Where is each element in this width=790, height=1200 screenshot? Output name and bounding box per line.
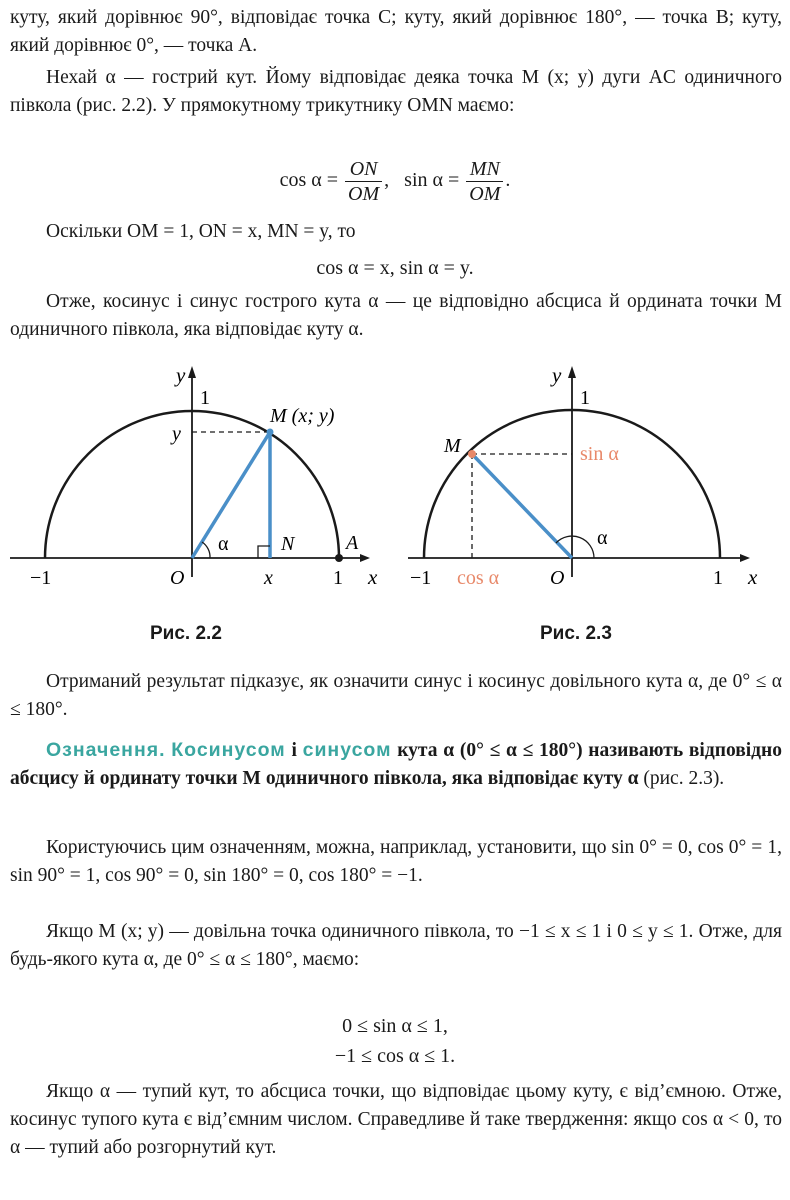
label-one-top: 1 <box>200 387 210 409</box>
paragraph-examples: Користуючись цим означенням, можна, наприклад, установити, що sin 0° = 0, cos 0° = 1, sin 90° = 1, cos 90° = 0, sin 180° = 0, cos 180° = −1. <box>10 837 782 886</box>
y-axis-label: y <box>552 363 562 387</box>
fraction-mn-om: $\frac{MN}{OM}$ <box>466 157 503 206</box>
paragraph-acute-angle: Нехай α — гострий кут. Йому відповідає деяка точка M (x; y) дуги AC одиничного півкола (рис. 2.2). У прямокутному трикутнику OMN маємо: <box>10 67 782 116</box>
x-axis-label: x <box>368 565 378 589</box>
y-axis-arrow-icon <box>568 366 576 378</box>
label-sin-alpha: sin α <box>580 443 619 465</box>
term-sine: синусом <box>302 739 392 761</box>
label-minus-one: −1 <box>410 567 432 589</box>
paragraph-intro: куту, який дорівнює 90°, відповідає точка C; куту, який дорівнює 180°, — точка B; куту, який дорівнює 0°, — точка A. <box>10 7 782 56</box>
label-n: N <box>281 533 295 555</box>
paragraph-obtuse: Якщо α — тупий кут, то абсциса точки, що відповідає цьому куту, є від’ємною. Отже, косинус тупого кута є від’ємним числом. Справедливе й таке твердження: якщо cos α < 0, то α — тупий або розгорнутий кут. <box>10 1081 782 1158</box>
point-a-dot <box>335 554 343 562</box>
label-minus-one: −1 <box>30 567 52 589</box>
caption-fig-2-2: Рис. 2.2 <box>150 623 222 644</box>
formula-cos-sin-ratio: cos α = $\frac{ON}{OM}$ , sin α = $\frac{MN}{OM}$ . <box>279 157 511 205</box>
paragraph-since: Оскільки OM = 1, ON = x, MN = y, то <box>46 221 356 242</box>
x-axis-label: x <box>748 565 758 589</box>
definition-label: Означення. <box>46 739 166 761</box>
cos-label: cos α = <box>279 169 339 191</box>
y-axis-label: y <box>176 363 186 387</box>
point-m-dot <box>468 450 476 458</box>
label-m: M <box>444 435 461 457</box>
caption-fig-2-3: Рис. 2.3 <box>540 623 612 644</box>
paragraph-range: Якщо M (x; y) — довільна точка одиничного півкола, то −1 ≤ x ≤ 1 і 0 ≤ y ≤ 1. Отже, для будь-якого кута α, де 0° ≤ α ≤ 180°, маємо: <box>10 921 782 970</box>
label-a: A <box>346 532 359 554</box>
label-point-m: M (x; y) <box>270 405 335 427</box>
fraction-on-om: $\frac{ON}{OM}$ <box>345 157 382 206</box>
label-y-tick: y <box>172 423 181 445</box>
right-angle-mark <box>258 546 270 558</box>
label-origin: O <box>550 567 565 589</box>
label-one-right: 1 <box>713 567 723 589</box>
formula-cos-x-sin-y: cos α = x, sin α = y. <box>316 257 474 279</box>
point-m-dot <box>267 429 274 436</box>
formula-sin-range: 0 ≤ sin α ≤ 1, <box>342 1015 448 1037</box>
x-axis-arrow-icon <box>360 554 370 562</box>
label-cos-alpha: cos α <box>457 567 500 589</box>
formula-cos-range: −1 ≤ cos α ≤ 1. <box>334 1045 456 1067</box>
figure-2-3 <box>400 352 785 652</box>
segment-om <box>192 432 270 558</box>
label-origin: O <box>170 567 185 589</box>
label-alpha: α <box>597 527 608 549</box>
label-x-tick: x <box>264 567 273 589</box>
sin-label: sin α = <box>404 169 460 191</box>
figure-2-2 <box>0 352 395 652</box>
paragraph-hint: Отриманий результат підказує, як означити синус і косинус довільного кута α, де 0° ≤ α ≤ 180°. <box>10 671 782 720</box>
x-axis-arrow-icon <box>740 554 750 562</box>
label-one-right: 1 <box>333 567 343 589</box>
paragraph-conclusion: Отже, косинус і синус гострого кута α — це відповідно абсциса й ордината точки M одиничного півкола, яка відповідає куту α. <box>10 291 782 340</box>
angle-arc <box>202 542 210 558</box>
y-axis-arrow-icon <box>188 366 196 378</box>
label-alpha: α <box>218 533 229 555</box>
label-one-top: 1 <box>580 387 590 409</box>
definition-block: Означення. Косинусом і синусом кута α (0° ≤ α ≤ 180°) називають відповідно абсцису й ординату точки M одиничного півкола, яка відповідає куту α (рис. 2.3). <box>10 739 783 789</box>
term-cosine: Косинусом <box>171 739 286 761</box>
